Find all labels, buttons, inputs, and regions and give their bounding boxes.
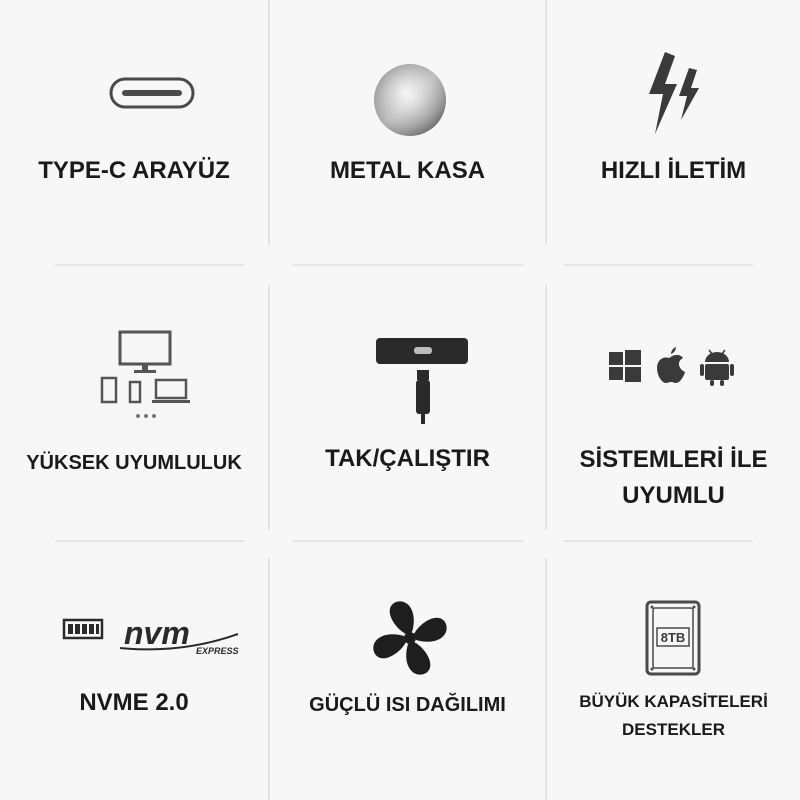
nvme-logo-subtext: EXPRESS xyxy=(196,646,239,656)
feature-os-compatible xyxy=(547,266,800,540)
feature-label: NVME 2.0 xyxy=(79,689,189,716)
feature-label: TYPE-C ARAYÜZ xyxy=(38,157,230,184)
devices-icon xyxy=(98,330,192,422)
feature-metal-case xyxy=(270,0,545,264)
feature-plug-and-play xyxy=(270,266,545,540)
capacity-text: 8TB xyxy=(660,630,686,645)
nvme-logo-icon xyxy=(62,614,242,656)
os-logos-icon xyxy=(607,346,737,386)
usb-c-port-icon xyxy=(108,76,196,110)
feature-fast-transfer xyxy=(547,0,800,264)
lightning-icon xyxy=(643,50,707,136)
feature-label: BÜYÜK KAPASİTELERİ DESTEKLER xyxy=(579,692,768,739)
feature-label: TAK/ÇALIŞTIR xyxy=(325,445,490,472)
storage-8tb-icon xyxy=(645,600,701,676)
feature-nvme xyxy=(0,542,268,800)
feature-type-c xyxy=(0,0,268,264)
feature-heat-dissipation xyxy=(270,542,545,800)
plug-and-play-icon xyxy=(374,336,470,426)
feature-large-capacity xyxy=(547,542,800,800)
feature-label: SİSTEMLERİ İLE UYUMLU xyxy=(579,446,768,509)
metal-disc-icon xyxy=(372,62,448,138)
fan-icon xyxy=(370,598,450,678)
feature-label: GÜÇLÜ ISI DAĞILIMI xyxy=(309,694,506,716)
feature-compatibility xyxy=(0,266,268,540)
feature-label: METAL KASA xyxy=(329,157,486,184)
feature-label: HIZLI İLETİM xyxy=(600,157,747,184)
feature-label: YÜKSEK UYUMLULUK xyxy=(26,452,242,474)
nvme-logo-text: nvm xyxy=(124,615,190,651)
